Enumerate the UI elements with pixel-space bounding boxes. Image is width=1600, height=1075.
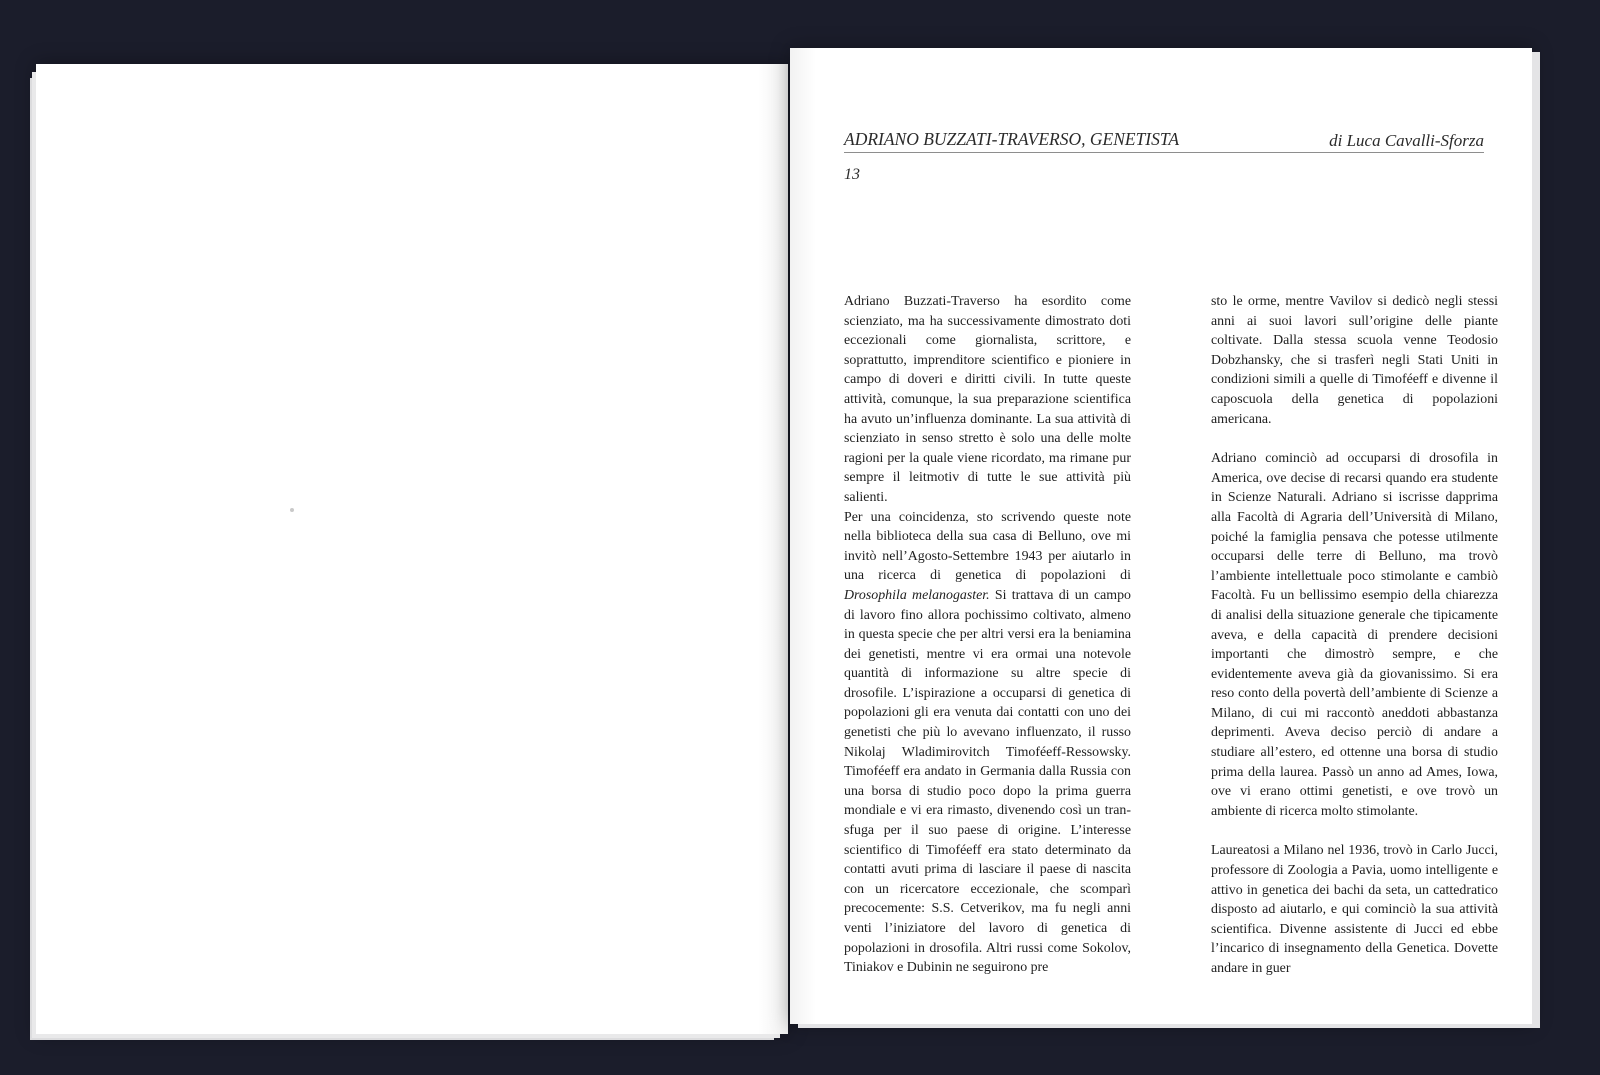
paragraph: sto le orme, mentre Vavilov si dedicò negli stessi anni ai suoi lavori sull’origine delle piante coltivate. Dalla stessa scuola venne Teodosio Dobzhansky, che si trasferì negli Stati Uniti in condizioni simili a quelle di Timoféeff e divenne il caposcuola della genetica di popolazioni americana. xyxy=(1211,294,1498,427)
paragraph: Adriano Buzzati-Traverso ha esordito come scienziato, ma ha successivamente dimostrato doti eccezionali come giornalista, scrittore, e soprattutto, imprenditore scientifico e pioniere in campo di doveri e diritti civili. In tutte queste attività, comunque, la sua preparazione scientifica ha avuto un’influenza dominante. La sua attività di scienziato in senso stretto è solo una delle molte ragioni per la quale viene ricordato, ma rimane pur sempre il leitmotiv di tutte le sue attività più salienti. xyxy=(844,294,1131,505)
right-page xyxy=(790,48,1532,1024)
paragraph xyxy=(844,508,1131,978)
text-column-right xyxy=(1211,292,1498,979)
article-title: ADRIANO BUZZATI-TRAVERSO, GENETISTA xyxy=(844,129,1180,149)
paper-speck xyxy=(290,508,294,512)
paragraph-text: Si trattava di un campo di lavoro fino allora pochissimo coltivato, almeno in questa specie che per altri versi era la beniamina dei genetisti, mentre vi era ormai una notevole quantità di informazione su altre specie di drosofile. L’ispirazione a occuparsi di genetica di popolazioni gli era venuta dai contatti con uno dei genetisti che più lo avevano influenzato, il russo Nikolaj Wladimirovitch Timoféeff-Ressowsky. Timoféeff era andato in Germania dalla Russia con una borsa di studio poco dopo la prima guerra mondiale e vi era rimasto, divenendo così un transfuga per il suo paese di origine. L’interesse scientifico di Timoféeff era stato determinato da contatti avuti prima di lasciare il paese di nascita con un ricercatore eccezionale, che scomparì precocemente: S.S. Cetverikov, ma fu negli anni venti l’iniziatore del lavoro di genetica di popolazioni in drosofila. Altri russi come Sokolov, Tiniakov e Dubinin ne seguirono pre xyxy=(844,587,1131,976)
article-author: di Luca Cavalli-Sforza xyxy=(1329,131,1484,150)
text-column-left xyxy=(844,292,1131,978)
paragraph: Laureatosi a Milano nel 1936, trovò in Carlo Jucci, professore di Zoologia a Pavia, uomo intelligente e attivo in genetica dei bachi da seta, un cattedratico disposto ad aiutarlo, e qui cominciò la sua attività scientifica. Divenne assistente di Jucci ed ebbe l’incarico di insegnamento della Genetica. Dovette andare in guer xyxy=(1211,843,1498,976)
paragraph-text: Per una coincidenza, sto scrivendo queste note nella biblioteca della sua casa di Belluno, ove mi invitò nell’Agosto-Settembre 1943 per aiutarlo in una ricerca di genetica di popolazioni di xyxy=(844,509,1131,584)
left-page-gutter-shadow xyxy=(758,64,788,1034)
paragraph: Adriano cominciò ad occuparsi di drosofila in America, ove decise di recarsi quando era studente in Scienze Naturali. Adriano si iscrisse dapprima alla Facoltà di Agraria dell’Università di Milano, poiché la famiglia pensava che potesse utilmente occuparsi delle terre di Belluno, ma trovò l’ambiente intellettuale poco stimolante e cambiò Facoltà. Fu un bellissimo esempio della chiarezza di analisi della situazione generale che tipicamente aveva, e della capacità di prendere decisioni importanti che dimostrò sempre, e che evidentemente aveva già da giovanissimo. Si era reso conto della povertà dell’ambiente di Scienze a Milano, di cui mi raccontò aneddoti abbastanza deprimenti. Aveva deciso perciò di andare a studiare all’estero, ed ottenne una borsa di studio prima della laurea. Passò un anno ad Ames, Iowa, ove vi erano ottimi genetisti, e ove trovò un ambiente di ricerca molto stimolante. xyxy=(1211,451,1498,819)
right-page-gutter-shadow xyxy=(790,48,816,1024)
species-name: Drosophila melanogaster. xyxy=(844,587,990,603)
page-number: 13 xyxy=(844,166,860,183)
running-header xyxy=(844,128,1484,153)
left-page-blank xyxy=(36,64,788,1034)
